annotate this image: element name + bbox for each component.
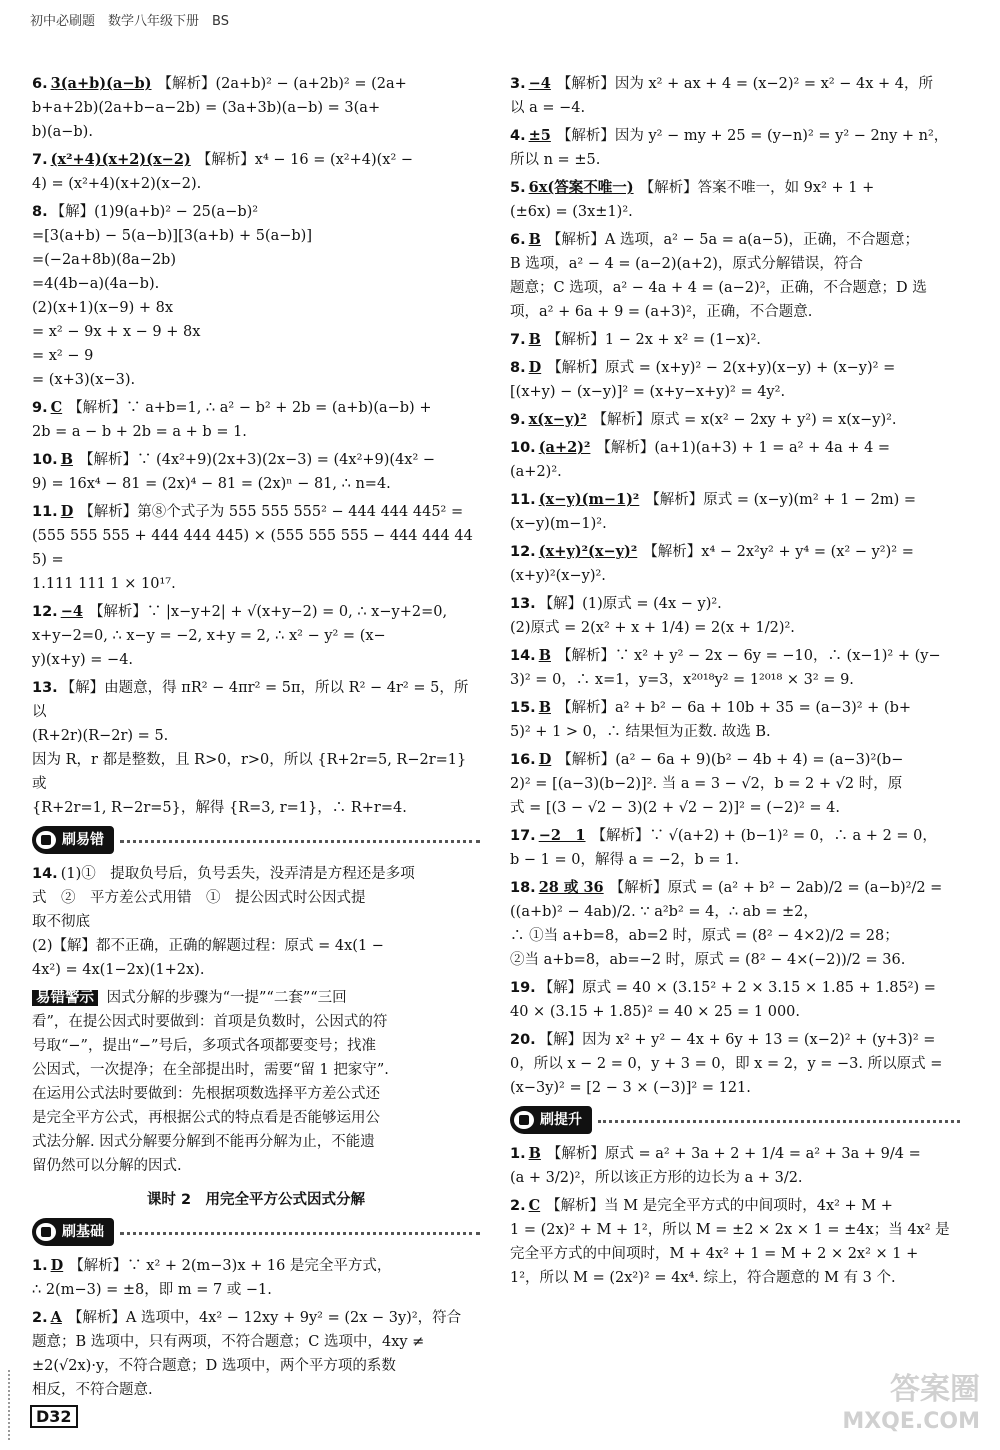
question-number: 8. [32, 204, 48, 220]
book-icon [514, 1111, 534, 1129]
answer-item [510, 228, 960, 324]
warning-block [32, 986, 480, 1178]
question-number: 11. [510, 492, 536, 508]
answer-text: 【解析】∵ √(a+2) + (b−1)² = 0，∴ a + 2 = 0， [591, 828, 937, 844]
answer-item [32, 676, 480, 820]
answer-text: 1 = (2x)² + M + 1²，所以 M = ±2 × 2x × 1 = ±4x；当 4x² 是 [510, 1222, 950, 1238]
answer-text: 【解析】因为 x² + ax + 4 = (x−2)² = x² − 4x + 4，所 [556, 76, 934, 92]
answer-item [32, 1306, 480, 1402]
dotted-divider [120, 1232, 480, 1235]
answer-text: 【解析】因为 y² − my + 25 = (y−n)² = y² − 2ny + n²， [556, 128, 949, 144]
question-number: 2. [510, 1198, 526, 1214]
warning-line: 号取“−”，提出“−”号后，多项式各项都要变号；找准 [32, 1038, 376, 1054]
answer-line [510, 592, 960, 616]
answer-line [510, 668, 960, 692]
answer-line [510, 252, 960, 276]
answer-text: 【解析】原式 = x(x² − 2xy + y²) = x(x−y)². [592, 412, 897, 428]
answer-line [32, 958, 480, 982]
right-answers [510, 72, 960, 1100]
section-error [32, 826, 480, 854]
answer-line [32, 600, 480, 624]
answer-text: b − 1 = 0，解得 a = −2，b = 1. [510, 852, 739, 868]
question-number: 18. [510, 880, 536, 896]
answer-line [510, 408, 960, 432]
question-number: 17. [510, 828, 536, 844]
answer-text: 题意；C 选项，a² − 4a + 4 = (a−2)²，正确，不合题意；D 选 [510, 280, 927, 296]
answer-line [32, 1254, 480, 1278]
answer-text: = x² − 9x + x − 9 + 8x [32, 324, 201, 340]
answer-line [510, 328, 960, 352]
answer-text: 【解析】原式 = a² + 3a + 2 + 1/4 = a² + 3a + 9/4 = [546, 1146, 921, 1162]
answer-line [510, 796, 960, 820]
answer-text: 【解】(1)原式 = (4x − y)². [538, 596, 722, 612]
answer-item [510, 72, 960, 120]
question-number: 6. [510, 232, 526, 248]
error-answers [32, 862, 480, 982]
answer-item [510, 976, 960, 1024]
page-header: 初中必刷题 数学八年级下册 BS [30, 14, 229, 29]
answer-text: {R+2r=1, R−2r=5}，解得 {R=3, r=1}，∴ R+r=4. [32, 800, 407, 816]
answer-text: = (x+3)(x−3). [32, 372, 136, 388]
answer-line [32, 420, 480, 444]
answer-text: 【解】原式 = 40 × (3.15² + 2 × 3.15 × 1.85 + 1.85²) = [538, 980, 936, 996]
answer-line [510, 1028, 960, 1052]
question-number: 1. [510, 1146, 526, 1162]
answer-text: (a + 3/2)²，所以该正方形的边长为 a + 3/2. [510, 1170, 803, 1186]
answer-key: B [538, 699, 551, 716]
answer-item [510, 540, 960, 588]
answer-text: ((a+b)² − 4ab)/2. ∵ a²b² = 4，∴ ab = ±2， [510, 904, 818, 920]
right-column [510, 72, 960, 1294]
question-number: 16. [510, 752, 536, 768]
answer-text: =[3(a+b) − 5(a−b)][3(a+b) + 5(a−b)] [32, 228, 312, 244]
answer-text: 4) = (x²+4)(x+2)(x−2). [32, 176, 202, 192]
answer-line [510, 276, 960, 300]
answer-text: 9) = 16x⁴ − 81 = (2x)⁴ − 81 = (2x)ⁿ − 81, ∴ n=4. [32, 476, 391, 492]
answer-line [32, 396, 480, 420]
answer-item [32, 148, 480, 196]
answer-text: 1²，所以 M = (2x²)² = 4x⁴. 综上，符合题意的 M 有 3 个. [510, 1270, 896, 1286]
page-edge-marks [8, 1370, 10, 1440]
answer-item [510, 696, 960, 744]
question-number: 9. [510, 412, 526, 428]
answer-line [32, 448, 480, 472]
answer-line [32, 500, 480, 524]
answer-line [32, 676, 480, 724]
answer-key: 6x(答案不唯一) [528, 179, 634, 196]
question-number: 12. [510, 544, 536, 560]
answer-item [510, 488, 960, 536]
answer-item [510, 176, 960, 224]
answer-line [32, 886, 480, 910]
answer-key: C [528, 1197, 541, 1214]
badge-basic-label: 刷基础 [62, 1224, 104, 1240]
answer-line [32, 96, 480, 120]
question-number: 10. [510, 440, 536, 456]
answer-key: B [60, 451, 73, 468]
answer-line [32, 1306, 480, 1330]
advanced-answers [510, 1142, 960, 1290]
question-number: 15. [510, 700, 536, 716]
answer-key: −4 [60, 603, 83, 620]
answer-text: 【解析】∵ |x−y+2| + √(x+y−2) = 0, ∴ x−y+2=0, [88, 604, 448, 620]
answer-key: B [528, 331, 541, 348]
answer-line [510, 1166, 960, 1190]
answer-line [510, 1266, 960, 1290]
answer-text: 式 ② 平方差公式用错 ① 提公因式时公因式提 [32, 890, 366, 906]
answer-key: −4 [528, 75, 551, 92]
page-number: D32 [30, 1405, 78, 1428]
answer-text: ∴ 2(m−3) = ±8，即 m = 7 或 −1. [32, 1282, 272, 1298]
question-number: 2. [32, 1310, 48, 1326]
answer-line [510, 72, 960, 96]
answer-line [32, 296, 480, 320]
answer-text: 【解析】x⁴ − 16 = (x²+4)(x² − [196, 152, 414, 168]
answer-line [510, 848, 960, 872]
answer-text: 【解析】a² + b² − 6a + 10b + 35 = (a−3)² + (b+ [556, 700, 911, 716]
answer-text: 【解析】∵ x² + 2(m−3)x + 16 是完全平方式， [69, 1258, 392, 1274]
answer-line [510, 228, 960, 252]
question-number: 4. [510, 128, 526, 144]
answer-line [32, 1354, 480, 1378]
answer-line [510, 460, 960, 484]
answer-line [32, 796, 480, 820]
answer-line [510, 1142, 960, 1166]
question-number: 19. [510, 980, 536, 996]
answer-text: =4(4b−a)(4a−b). [32, 276, 160, 292]
book-icon [36, 831, 56, 849]
question-number: 7. [510, 332, 526, 348]
answer-item [32, 1254, 480, 1302]
watermark [842, 1374, 980, 1438]
answer-item [510, 748, 960, 820]
answer-text: 2b = a − b + 2b = a + b = 1. [32, 424, 247, 440]
answer-line [32, 72, 480, 96]
badge-basic [32, 1218, 114, 1246]
lesson-title: 课时 2 用完全平方公式因式分解 [146, 1192, 366, 1208]
answer-key: (x−y)(m−1)² [538, 491, 640, 508]
answer-key: 3(a+b)(a−b) [50, 75, 152, 92]
question-number: 11. [32, 504, 58, 520]
answer-line [510, 356, 960, 380]
answer-line [510, 1194, 960, 1218]
dotted-divider [120, 840, 480, 843]
answer-text: 【解析】1 − 2x + x² = (1−x)². [546, 332, 761, 348]
answer-line [510, 876, 960, 900]
answer-line [510, 96, 960, 120]
badge-up-label: 刷提升 [540, 1112, 582, 1128]
answer-key: A [50, 1309, 62, 1326]
answer-text: 【解析】∵ (4x²+9)(2x+3)(2x−3) = (4x²+9)(4x² − [78, 452, 436, 468]
watermark-url: MXQE.COM [842, 1409, 980, 1434]
answer-line [32, 248, 480, 272]
answer-line [32, 1330, 480, 1354]
question-number: 7. [32, 152, 48, 168]
answer-line [510, 380, 960, 404]
answer-item [510, 328, 960, 352]
answer-text: 【解析】原式 = (x−y)(m² + 1 − 2m) = [645, 492, 917, 508]
answer-text: 项，a² + 6a + 9 = (a+3)²，正确，不合题意. [510, 304, 813, 320]
answer-item [32, 396, 480, 444]
answer-key: B [538, 647, 551, 664]
answer-item [510, 408, 960, 432]
answer-line [510, 976, 960, 1000]
answer-line [510, 948, 960, 972]
answer-item [32, 500, 480, 596]
answer-line [32, 862, 480, 886]
answer-line [32, 572, 480, 596]
answer-text: 【解析】原式 = (a² + b² − 2ab)/2 = (a−b)²/2 = [609, 880, 943, 896]
answer-line [510, 644, 960, 668]
answer-key: ±5 [528, 127, 551, 144]
watermark-logo: 答案圈 [890, 1372, 980, 1407]
answer-item [510, 876, 960, 972]
answer-text: 相反，不符合题意. [32, 1382, 153, 1398]
answer-line [32, 320, 480, 344]
left-column [32, 72, 480, 1406]
answer-text: 【解析】(2a+b)² − (a+2b)² = (2a+ [157, 76, 407, 92]
answer-line [32, 200, 480, 224]
answer-line [510, 1076, 960, 1100]
answer-key: C [50, 399, 63, 416]
answer-item [32, 862, 480, 982]
answer-text: (2)【解】都不正确，正确的解题过程：原式 = 4x(1 − [32, 938, 384, 954]
answer-key: D [528, 359, 542, 376]
answer-line [510, 300, 960, 324]
answer-text: 题意；B 选项中，只有两项，不符合题意；C 选项中，4xy ≠ [32, 1334, 425, 1350]
answer-line [510, 176, 960, 200]
answer-line [32, 368, 480, 392]
answer-line [32, 524, 480, 572]
answer-item [510, 436, 960, 484]
answer-text: 以 a = −4. [510, 100, 586, 116]
dotted-divider [598, 1120, 960, 1123]
answer-line [510, 696, 960, 720]
answer-key: B [528, 1145, 541, 1162]
answer-line [510, 488, 960, 512]
answer-text: 40 × (3.15 + 1.85)² = 40 × 25 = 1 000. [510, 1004, 801, 1020]
answer-text: (1)① 提取负号后，负号丢失，没弄清是方程还是多项 [60, 866, 415, 882]
answer-text: 【解析】A 选项中，4x² − 12xy + 9y² = (2x − 3y)²，符合 [67, 1310, 462, 1326]
answer-line [510, 124, 960, 148]
answer-text: x+y−2=0, ∴ x−y = −2, x+y = 2, ∴ x² − y² = (x− [32, 628, 386, 644]
answer-key: 28 或 36 [538, 879, 604, 896]
answer-line [510, 1218, 960, 1242]
answer-text: = x² − 9 [32, 348, 94, 364]
answer-text: b+a+2b)(2a+b−a−2b) = (3a+3b)(a−b) = 3(a+ [32, 100, 381, 116]
answer-text: (a+2)². [510, 464, 562, 480]
answer-line [510, 540, 960, 564]
answer-line [32, 1378, 480, 1402]
warning-line: 在运用公式法时要做到：先根据项数选择平方差公式还 [32, 1086, 380, 1102]
warning-line: 留仍然可以分解的因式. [32, 1158, 182, 1174]
answer-item [510, 1194, 960, 1290]
answer-text: 【解析】当 M 是完全平方式的中间项时，4x² + M + [546, 1198, 893, 1214]
question-number: 14. [32, 866, 58, 882]
answer-text: 【解】(1)9(a+b)² − 25(a−b)² [50, 204, 259, 220]
answer-item [510, 356, 960, 404]
answer-line [510, 1242, 960, 1266]
warning-line: 是完全平方公式，再根据公式的特点看是否能够运用公 [32, 1110, 380, 1126]
question-number: 1. [32, 1258, 48, 1274]
question-number: 9. [32, 400, 48, 416]
answer-line [32, 472, 480, 496]
answer-line [510, 824, 960, 848]
answer-item [32, 72, 480, 144]
question-number: 13. [510, 596, 536, 612]
answer-line [32, 748, 480, 796]
answer-text: 【解析】A 选项，a² − 5a = a(a−5)，正确，不合题意； [546, 232, 919, 248]
answer-text: 式 = [(3 − √2 − 3)(2 + √2 − 2)]² = (−2)² = 4. [510, 800, 840, 816]
question-number: 14. [510, 648, 536, 664]
warning-line: 因式分解的步骤为“一提”“二套”“三回 [106, 990, 347, 1006]
answer-line [32, 1278, 480, 1302]
left-answers [32, 72, 480, 820]
question-number: 13. [32, 680, 58, 696]
answer-line [32, 148, 480, 172]
answer-line [510, 900, 960, 924]
question-number: 3. [510, 76, 526, 92]
answer-text: y)(x+y) = −4. [32, 652, 134, 668]
answer-key: (x²+4)(x+2)(x−2) [50, 151, 191, 168]
answer-key: B [528, 231, 541, 248]
answer-line [510, 1000, 960, 1024]
answer-line [32, 120, 480, 144]
answer-key: D [50, 1257, 64, 1274]
answer-text: 【解析】x⁴ − 2x²y² + y⁴ = (x² − y²)² = [643, 544, 914, 560]
answer-item [32, 448, 480, 496]
answer-line [32, 648, 480, 672]
answer-text: 4x²) = 4x(1−2x)(1+2x). [32, 962, 205, 978]
answer-line [32, 344, 480, 368]
answer-text: 【解】由题意，得 πR² − 4πr² = 5π，所以 R² − 4r² = 5，所以 [32, 680, 469, 720]
answer-line [32, 272, 480, 296]
answer-text: 【解析】(a+1)(a+3) + 1 = a² + 4a + 4 = [596, 440, 891, 456]
answer-text: B 选项，a² − 4 = (a−2)(a+2)，原式分解错误，符合 [510, 256, 863, 272]
answer-item [510, 124, 960, 172]
answer-text: (R+2r)(R−2r) = 5. [32, 728, 169, 744]
answer-item [510, 824, 960, 872]
answer-text: 【解析】(a² − 6a + 9)(b² − 4b + 4) = (a−3)²(b− [557, 752, 904, 768]
section-up [510, 1106, 960, 1134]
answer-line [32, 224, 480, 248]
answer-text: 取不彻底 [32, 914, 90, 930]
answer-line [510, 1052, 960, 1076]
answer-item [32, 600, 480, 672]
answer-key: (a+2)² [538, 439, 591, 456]
answer-line [510, 564, 960, 588]
warning-line: 看”，在提公因式时要做到：首项是负数时，公因式的符 [32, 1014, 388, 1030]
answer-line [510, 924, 960, 948]
answer-item [510, 592, 960, 640]
answer-text: 3)² = 0，∴ x=1，y=3，x²⁰¹⁸y² = 1²⁰¹⁸ × 3² = 9. [510, 672, 854, 688]
question-number: 12. [32, 604, 58, 620]
answer-text: (2)(x+1)(x−9) + 8x [32, 300, 174, 316]
answer-text: ∴ ①当 a+b=8，ab=2 时，原式 = (8² − 4×2)/2 = 28； [510, 928, 899, 944]
answer-line [32, 624, 480, 648]
answer-line [510, 512, 960, 536]
answer-text: b)(a−b). [32, 124, 93, 140]
answer-item [510, 1142, 960, 1190]
answer-key: −2 1 [538, 827, 586, 844]
answer-key: (x+y)²(x−y)² [538, 543, 638, 560]
badge-error [32, 826, 114, 854]
question-number: 10. [32, 452, 58, 468]
answer-text: 所以 n = ±5. [510, 152, 601, 168]
answer-text: 【解析】∵ a+b=1, ∴ a² − b² + 2b = (a+b)(a−b) + [68, 400, 432, 416]
book-icon [36, 1223, 56, 1241]
answer-line [32, 172, 480, 196]
answer-item [32, 200, 480, 392]
answer-line [510, 772, 960, 796]
answer-line [510, 748, 960, 772]
section-basic [32, 1218, 480, 1246]
warning-label: 易错警示 [32, 990, 98, 1006]
answer-text: (555 555 555 + 444 444 445) × (555 555 555 − 444 444 445) = [32, 528, 473, 568]
answer-item [510, 644, 960, 692]
question-number: 8. [510, 360, 526, 376]
answer-text: 完全平方式的中间项时，M + 4x² + 1 = M + 2 × 2x² × 1 + [510, 1246, 919, 1262]
question-number: 6. [32, 76, 48, 92]
warning-text [32, 990, 480, 1178]
answer-text: (x−y)(m−1)². [510, 516, 607, 532]
badge-up [510, 1106, 592, 1134]
answer-text: (x+y)²(x−y)². [510, 568, 606, 584]
question-number: 20. [510, 1032, 536, 1048]
answer-text: 【解】因为 x² + y² − 4x + 6y + 13 = (x−2)² + (y+3)² = [538, 1032, 936, 1048]
answer-key: D [60, 503, 74, 520]
answer-line [510, 148, 960, 172]
question-number: 5. [510, 180, 526, 196]
answer-line [510, 436, 960, 460]
answer-line [510, 616, 960, 640]
answer-line [510, 200, 960, 224]
answer-text: 因为 R，r 都是整数，且 R>0，r>0，所以 {R+2r=5, R−2r=1} 或 [32, 752, 467, 792]
answer-text: 1.111 111 1 × 10¹⁷. [32, 576, 176, 592]
badge-error-label: 刷易错 [62, 832, 104, 848]
answer-line [32, 724, 480, 748]
answer-text: (±6x) = (3x±1)². [510, 204, 633, 220]
warning-line: 公因式，一次提净；在全部提出时，需要“留 1 把家守”. [32, 1062, 389, 1078]
answer-text: [(x+y) − (x−y)]² = (x+y−x+y)² = 4y². [510, 384, 786, 400]
answer-text: 【解析】第⑧个式子为 555 555 555² − 444 444 445² = [79, 504, 464, 520]
answer-line [32, 910, 480, 934]
answer-text: 5)² + 1 > 0，∴ 结果恒为正数. 故选 B. [510, 724, 771, 740]
answer-line [32, 934, 480, 958]
answer-text: 【解析】∵ x² + y² − 2x − 6y = −10，∴ (x−1)² + (y− [556, 648, 941, 664]
answer-text: 【解析】答案不唯一，如 9x² + 1 + [639, 180, 875, 196]
answer-text: ②当 a+b=8，ab=−2 时，原式 = (8² − 4×(−2))/2 = 36. [510, 952, 906, 968]
answer-line [510, 720, 960, 744]
answer-text: (x−3y)² = [2 − 3 × (−3)]² = 121. [510, 1080, 751, 1096]
answer-text: 2)² = [(a−3)(b−2)]². 当 a = 3 − √2，b = 2 + √2 时，原 [510, 776, 903, 792]
answer-text: =(−2a+8b)(8a−2b) [32, 252, 176, 268]
answer-item [510, 1028, 960, 1100]
answer-key: D [538, 751, 552, 768]
answer-text: ±2(√2x)·y，不符合题意；D 选项中，两个平方项的系数 [32, 1358, 396, 1374]
warning-line: 式法分解. 因式分解要分解到不能再分解为止，不能遗 [32, 1134, 375, 1150]
answer-text: 【解析】原式 = (x+y)² − 2(x+y)(x−y) + (x−y)² = [547, 360, 896, 376]
answer-key: x(x−y)² [528, 411, 587, 428]
answer-text: (2)原式 = 2(x² + x + 1/4) = 2(x + 1/2)². [510, 620, 795, 636]
answer-text: 0，所以 x − 2 = 0，y + 3 = 0，即 x = 2，y = −3. 所以原式 = [510, 1056, 943, 1072]
basic-answers [32, 1254, 480, 1402]
